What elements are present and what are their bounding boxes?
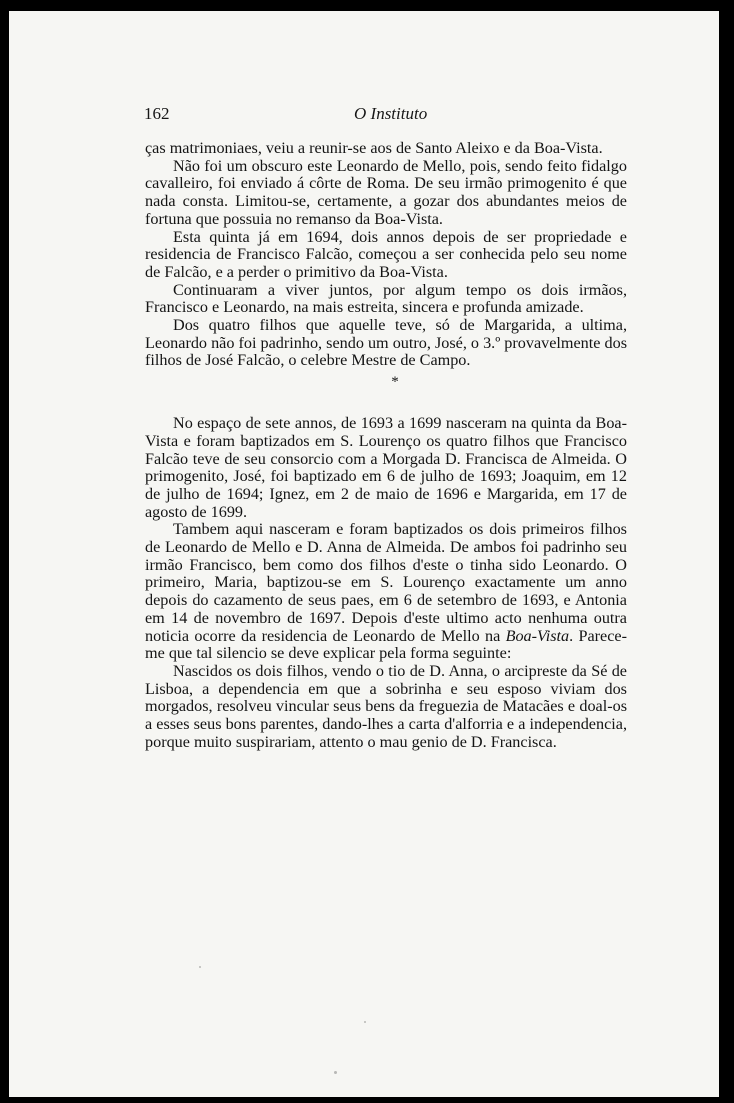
- italic-boa-vista: Boa-Vista: [505, 626, 570, 645]
- paragraph-quatro-filhos: Dos quatro filhos que aquelle teve, só de Margarida, a ultima, Leonardo não foi padrinho, sendo um outro, José, o 3.º provavelmente dos filhos de José Falcão, o celebre Mestre de Campo.: [145, 316, 627, 370]
- paragraph-tambem-aqui-end: . Parece-me que tal silencio se deve explicar pela forma seguinte:: [145, 626, 627, 663]
- body-text: [145, 140, 627, 752]
- page-header: [144, 104, 504, 128]
- scan-speck: [199, 966, 201, 968]
- running-title: O Instituto: [354, 104, 428, 123]
- scan-speck: [334, 1071, 337, 1074]
- paragraph-sete-annos: No espaço de sete annos, de 1693 a 1699 nasceram na quinta da Boa-Vista e foram baptizados em S. Lourenço os quatro filhos que Francisco Falcão teve de seu consorcio com a Morgada D. Francisca de Almeida. O primogenito, José, foi baptizado em 6 de julho de 1693; Joaquim, em 12 de julho de 1694; Ignez, em 2 de maio de 1696 e Margarida, em 17 de agosto de 1699.: [145, 414, 627, 521]
- paragraph-quinta-1694: Esta quinta já em 1694, dois annos depois de ser propriedade e residencia de Francisco Falcão, começou a ser conhecida pelo seu nome de Falcão, e a perder o primitivo da Boa-Vista.: [145, 227, 627, 281]
- paragraph-continuation: ças matrimoniaes, veiu a reunir-se aos de Santo Aleixo e da Boa-Vista.: [145, 139, 603, 157]
- paragraph-nascidos: Nascidos os dois filhos, vendo o tio de D. Anna, o arcipreste da Sé de Lisboa, a dependencia em que a sobrinha e seu esposo viviam dos morgados, resolveu vincular seus bens da freguezia de Matacães e doal-os a esses seus bons parentes, dando-lhes a carta d'alforria e a independencia, porque muito suspirariam, attento o mau genio de D. Francisca.: [145, 661, 627, 751]
- section-separator: *: [391, 374, 399, 391]
- paragraph-leonardo-mello: Não foi um obscuro este Leonardo de Mello, pois, sendo feito fidalgo cavalleiro, foi enviado á côrte de Roma. De seu irmão primogenito é que nada consta. Limitou-se, certamente, a gozar dos abundantes meios de fortuna que possuia no remanso da Boa-Vista.: [145, 156, 627, 228]
- book-page: [9, 11, 719, 1097]
- scan-speck: [364, 1021, 366, 1023]
- paragraph-tambem-aqui-start: Tambem aqui nasceram e foram baptizados os dois primeiros filhos de Leonardo de Mello e D. Anna de Almeida. De ambos foi padrinho seu irmão Francisco, bem como dos filhos d'este o tinha sido Leonardo. O primeiro, Maria, baptizou-se em S. Lourenço exactamente um anno depois do cazamento de seus paes, em 6 de setembro de 1693, e Antonia em 14 de novembro de 1697. Depois d'este ultimo acto nenhuma outra noticia ocorre da residencia de Leonardo de Mello na: [145, 520, 627, 645]
- paragraph-irmaos: Continuaram a viver juntos, por algum tempo os dois irmãos, Francisco e Leonardo, na mais estreita, sincera e profunda amizade.: [145, 280, 627, 317]
- page-number: 162: [144, 104, 170, 123]
- paragraph-tambem-aqui: [145, 521, 627, 663]
